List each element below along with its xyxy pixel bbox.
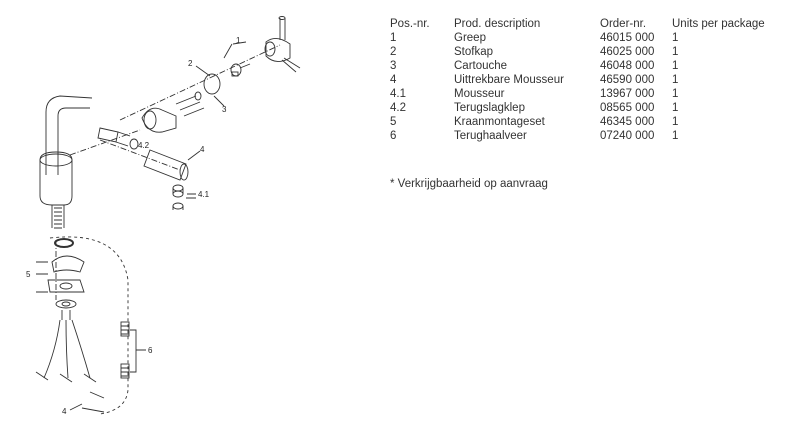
table-header-row [390,17,782,31]
row-pos: 1 [390,32,397,44]
supply-hoses [36,320,104,412]
row-order: 13967 000 [600,88,655,100]
callout-6: 6 [148,346,153,355]
row-desc: Terugslagklep [454,102,525,114]
row-order: 46345 000 [600,116,655,128]
row-pos: 6 [390,130,397,142]
header-order: Order-nr. [600,18,647,30]
callout-4: 4 [200,145,205,154]
row-pos: 2 [390,46,397,58]
row-pos: 4.1 [390,88,406,100]
row-pos: 3 [390,60,397,72]
row-units: 1 [672,116,679,128]
header-units: Units per package [672,18,765,30]
row-order: 46048 000 [600,60,655,72]
callout-4-1: 4.1 [198,190,210,199]
pull-out-spray-part [98,128,188,180]
row-units: 1 [672,60,679,72]
row-desc: Mousseur [454,88,505,100]
row-desc: Stofkap [454,46,493,58]
row-units: 1 [672,32,679,44]
table-row [390,45,782,59]
row-desc: Uittrekbare Mousseur [454,74,564,86]
header-pos: Pos.-nr. [390,18,430,30]
row-order: 08565 000 [600,102,655,114]
dust-cap-part [204,64,250,94]
table-row [390,101,782,115]
callout-4-bottom: 4 [62,407,67,416]
mounting-set-part [48,239,84,320]
callout-2: 2 [188,59,193,68]
row-units: 1 [672,46,679,58]
callout-3: 3 [222,105,227,114]
row-order: 46025 000 [600,46,655,58]
table-row [390,87,782,101]
cartridge-part [142,92,204,132]
table-row [390,115,782,129]
callout-4-2: 4.2 [138,141,150,150]
row-units: 1 [672,88,679,100]
row-order: 46590 000 [600,74,655,86]
row-units: 1 [672,102,679,114]
table-row [390,129,782,143]
table-row [390,59,782,73]
row-pos: 4 [390,74,397,86]
callout-5: 5 [26,270,31,279]
row-desc: Terughaalveer [454,130,527,142]
row-order: 46015 000 [600,32,655,44]
callout-1: 1 [236,36,241,45]
header-desc: Prod. description [454,18,541,30]
parts-list-table [390,17,782,143]
row-units: 1 [672,130,679,142]
row-desc: Kraanmontageset [454,116,545,128]
handle-part [265,17,300,73]
row-pos: 4.2 [390,102,406,114]
table-row [390,31,782,45]
row-desc: Greep [454,32,486,44]
row-order: 07240 000 [600,130,655,142]
row-units: 1 [672,74,679,86]
row-desc: Cartouche [454,60,508,72]
availability-footnote: * Verkrijgbaarheid op aanvraag [390,178,548,190]
exploded-parts-diagram [0,0,380,426]
aerator-part [173,185,183,210]
table-row [390,73,782,87]
faucet-body [40,152,72,205]
row-pos: 5 [390,116,397,128]
threaded-shank [54,208,62,228]
